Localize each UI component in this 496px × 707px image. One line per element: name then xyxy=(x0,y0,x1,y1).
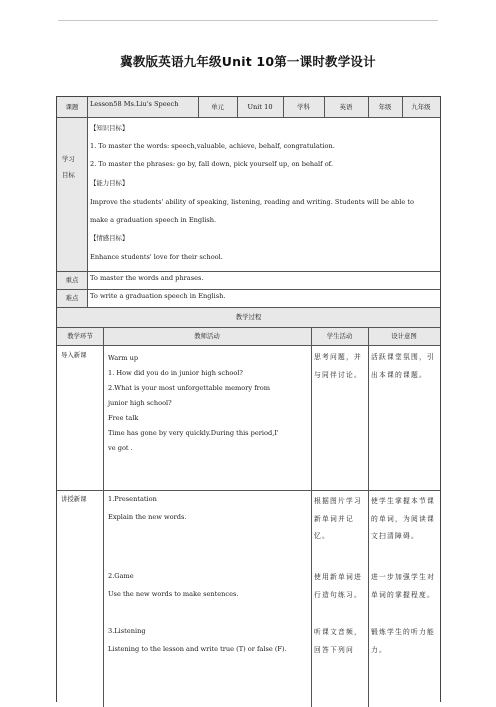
grade-value: 九年级 xyxy=(411,102,431,111)
difficult-point-value: To write a graduation speech in English. xyxy=(90,292,226,300)
unit-value: Unit 10 xyxy=(247,102,273,111)
lesson-plan-table xyxy=(56,96,441,702)
intro-teacher-line-2: 1. How did you do in junior high school? xyxy=(108,369,243,377)
grade-label: 年级 xyxy=(378,102,392,111)
header-teacher-activity: 教师活动 xyxy=(194,331,220,340)
knowledge-heading: 【知识目标】 xyxy=(90,124,129,132)
emotion-heading: 【情感目标】 xyxy=(90,234,129,242)
header-student-activity: 学生活动 xyxy=(326,331,353,340)
intro-design-intent: 活跃课堂氛围，引出本课的课题。 xyxy=(371,353,435,379)
step2-title: 2.Game xyxy=(108,572,134,580)
intro-student-activity: 思考问题，并与同伴讨论。 xyxy=(314,353,362,379)
intro-stage: 导入新课 xyxy=(61,351,87,359)
step2-design-intent: 进一步加强学生对单词的掌握程度。 xyxy=(371,573,435,599)
teaching-stage: 讲授新课 xyxy=(61,495,87,503)
knowledge-item-1: 1. To master the words: speech,valuable, achieve, behalf, congratulation. xyxy=(90,142,335,150)
intro-teacher-line-7: ve got . xyxy=(108,444,133,452)
step2-student-activity: 使用新单词进行造句练习。 xyxy=(314,573,362,599)
step1-text: Explain the new words. xyxy=(108,513,187,521)
step1-design-intent: 使学生掌握本节课的单词，为阅读课文扫清障碍。 xyxy=(371,497,435,540)
header-design-intent: 设计意图 xyxy=(391,331,417,340)
intro-teacher-line-1: Warm up xyxy=(108,354,139,362)
step3-title: 3.Listening xyxy=(108,627,146,635)
intro-teacher-line-5: Free talk xyxy=(108,414,139,422)
difficult-point-label: 难点 xyxy=(65,293,79,302)
document-title: 冀教版英语九年级Unit 10第一课时教学设计 xyxy=(120,54,376,69)
key-point-label: 重点 xyxy=(65,275,79,284)
lesson-value: Lesson58 Ms.Liu's Speech xyxy=(90,100,179,108)
lesson-label: 课题 xyxy=(65,102,79,111)
subject-label: 学科 xyxy=(297,102,310,111)
step3-text: Listening to the lesson and write true (T) or false (F). xyxy=(108,645,287,653)
step1-title: 1.Presentation xyxy=(108,495,157,503)
step3-student-activity: 听课文音频，回答下列问 xyxy=(314,628,362,654)
intro-teacher-line-3: 2.What is your most unforgettable memory from xyxy=(108,384,271,392)
step2-text: Use the new words to make sentences. xyxy=(108,590,239,598)
step1-student-activity: 根据图片学习新单词并记忆。 xyxy=(314,497,362,540)
intro-teacher-line-6: Time has gone by very quickly.During this period,I' xyxy=(108,429,279,437)
unit-label: 单元 xyxy=(211,102,224,111)
ability-heading: 【能力目标】 xyxy=(90,179,129,187)
ability-item-line1: Improve the students' ability of speaking, listening, reading and writing. Students will be able to xyxy=(90,198,415,206)
header-rule xyxy=(58,20,438,21)
header-stage: 教学环节 xyxy=(67,331,93,340)
knowledge-item-2: 2. To master the phrases: go by, fall down, pick yourself up, on behalf of. xyxy=(90,160,333,168)
process-section-title: 教学过程 xyxy=(235,312,262,321)
objectives-label-line2: 目标 xyxy=(62,171,75,179)
key-point-value: To master the words and phrases. xyxy=(90,274,204,282)
intro-teacher-line-4: junior high school? xyxy=(108,399,172,407)
emotion-item-1: Enhance students' love for their school. xyxy=(90,253,223,261)
objectives-label-line1: 学习 xyxy=(62,155,75,163)
step3-design-intent: 锻炼学生的听力能力。 xyxy=(371,628,435,654)
ability-item-line2: make a graduation speech in English. xyxy=(90,216,217,224)
subject-value: 英语 xyxy=(339,102,353,111)
